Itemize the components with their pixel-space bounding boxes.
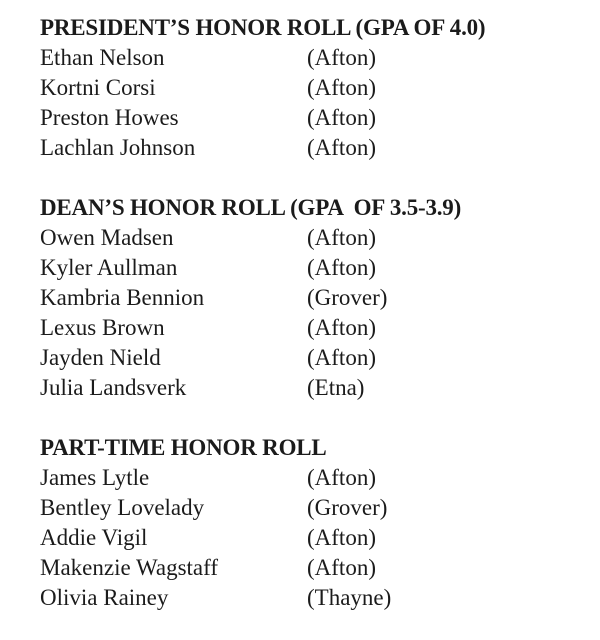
section-rows xyxy=(40,223,580,403)
honor-roll-section xyxy=(40,13,580,163)
honor-roll-entry xyxy=(40,493,580,523)
honor-roll-entry xyxy=(40,103,580,133)
student-town: (Afton) xyxy=(307,75,376,100)
student-name: Ethan Nelson xyxy=(40,45,165,70)
student-town: (Afton) xyxy=(307,45,376,70)
student-name: Kyler Aullman xyxy=(40,255,178,280)
student-town: (Afton) xyxy=(307,315,376,340)
student-town: (Afton) xyxy=(307,135,376,160)
honor-roll-entry xyxy=(40,253,580,283)
student-name: Julia Landsverk xyxy=(40,375,187,400)
section-heading: PRESIDENT’S HONOR ROLL (GPA OF 4.0) xyxy=(40,15,486,40)
student-name: Preston Howes xyxy=(40,105,179,130)
student-town: (Afton) xyxy=(307,105,376,130)
student-name: Bentley Lovelady xyxy=(40,495,205,520)
student-name: Kambria Bennion xyxy=(40,285,205,310)
section-heading: PART-TIME HONOR ROLL xyxy=(40,435,327,460)
student-town: (Grover) xyxy=(307,495,388,520)
honor-roll-entry xyxy=(40,223,580,253)
honor-roll-entry xyxy=(40,523,580,553)
honor-roll-section xyxy=(40,433,580,613)
honor-roll-entry xyxy=(40,283,580,313)
student-town: (Afton) xyxy=(307,255,376,280)
student-town: (Etna) xyxy=(307,375,365,400)
honor-roll-section xyxy=(40,193,580,403)
student-town: (Afton) xyxy=(307,345,376,370)
student-name: Kortni Corsi xyxy=(40,75,156,100)
student-town: (Afton) xyxy=(307,465,376,490)
student-name: James Lytle xyxy=(40,465,150,490)
section-rows xyxy=(40,463,580,613)
section-heading: DEAN’S HONOR ROLL (GPA OF 3.5-3.9) xyxy=(40,195,462,220)
student-town: (Afton) xyxy=(307,555,376,580)
honor-roll-entry xyxy=(40,313,580,343)
student-town: (Afton) xyxy=(307,225,376,250)
honor-roll-entry xyxy=(40,553,580,583)
section-rows xyxy=(40,43,580,163)
student-name: Lachlan Johnson xyxy=(40,135,196,160)
student-name: Olivia Rainey xyxy=(40,585,169,610)
honor-roll-entry xyxy=(40,73,580,103)
student-name: Owen Madsen xyxy=(40,225,174,250)
student-town: (Thayne) xyxy=(307,585,392,610)
honor-roll-entry xyxy=(40,463,580,493)
honor-roll-entry xyxy=(40,373,580,403)
student-town: (Grover) xyxy=(307,285,388,310)
student-name: Addie Vigil xyxy=(40,525,148,550)
honor-roll-entry xyxy=(40,343,580,373)
honor-roll-entry xyxy=(40,43,580,73)
honor-roll-sections xyxy=(40,13,580,613)
student-name: Makenzie Wagstaff xyxy=(40,555,219,580)
honor-roll-entry xyxy=(40,133,580,163)
honor-roll-entry xyxy=(40,583,580,613)
student-town: (Afton) xyxy=(307,525,376,550)
student-name: Lexus Brown xyxy=(40,315,165,340)
student-name: Jayden Nield xyxy=(40,345,161,370)
